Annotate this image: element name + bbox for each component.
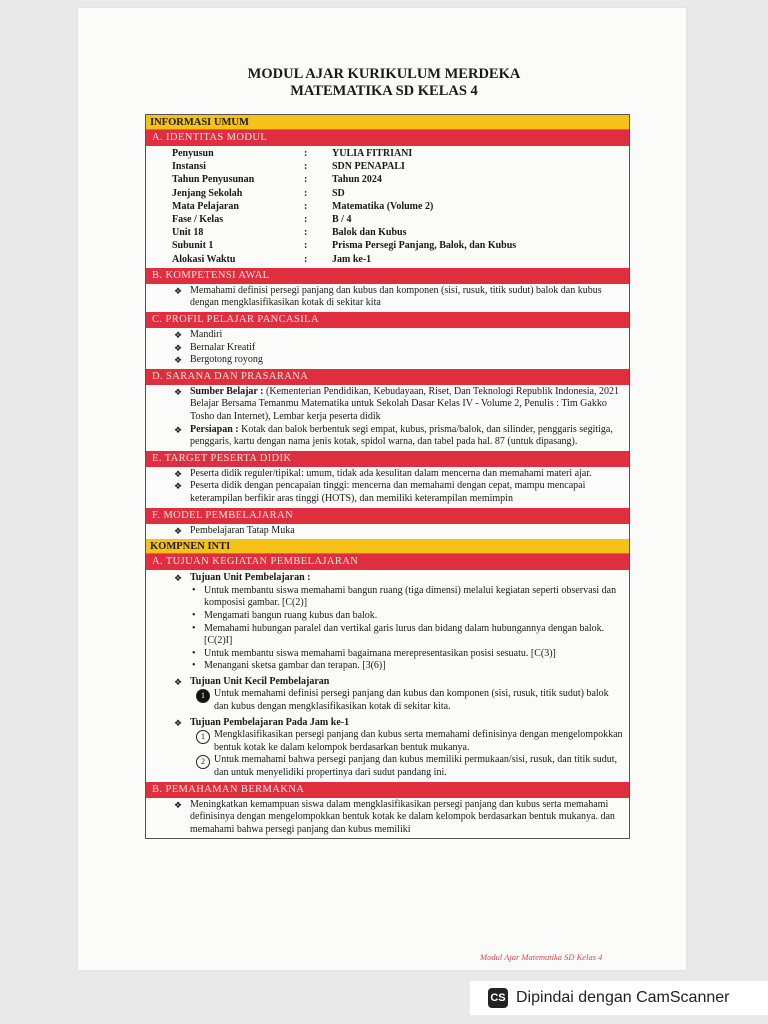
dot-bullet-icon: • — [192, 660, 196, 672]
diamond-bullet-icon: ❖ — [174, 717, 183, 728]
item-text: Bergotong royong — [190, 354, 263, 366]
item-text: Mandiri — [190, 329, 223, 341]
row-key: Tahun Penyusunan — [172, 174, 255, 186]
identitas-row — [172, 200, 516, 213]
item-text: Mengklasifikasikan persegi panjang dan kubus serta memahami definisinya dengan mengelompokkan bentuk kotak ke dalam kelompok berdasarkan bentuk mukanya. — [214, 729, 623, 753]
colon: : — [304, 253, 308, 265]
list-item — [152, 572, 623, 585]
item-text: Memahami hubungan paralel dan vertikal garis lurus dan bidang dalam hubungannya dengan balok. [C(2)I] — [204, 622, 605, 647]
identitas-row — [172, 187, 516, 200]
item-label: Tujuan Pembelajaran Pada Jam ke-1 — [190, 716, 350, 728]
identitas-section — [146, 146, 629, 268]
list-item — [152, 386, 623, 424]
dot-bullet-icon: • — [192, 622, 196, 634]
list-item — [152, 424, 623, 449]
item-label: Persiapan : — [190, 423, 239, 435]
item-label: Sumber Belajar : — [190, 385, 264, 397]
colon: : — [304, 240, 308, 252]
item-text: Bernalar Kreatif — [190, 341, 256, 353]
diamond-bullet-icon: ❖ — [174, 342, 183, 353]
model-section — [146, 524, 629, 540]
row-key: Jenjang Sekolah — [172, 187, 243, 199]
colon: : — [304, 227, 308, 239]
document-title — [0, 66, 768, 100]
diamond-bullet-icon: ❖ — [174, 481, 183, 492]
item-text: Peserta didik dengan pencapaian tinggi: mencerna dan memahami dengan cepat, mampu mencapai keterampilan berfikir aras tinggi (HOTS), dan memiliki keterampilan memimpin — [190, 480, 586, 504]
informasi-umum-header: INFORMASI UMUM — [146, 115, 629, 130]
colon: : — [304, 161, 308, 173]
item-text: Menangani sketsa gambar dan terapan. [3(6)] — [204, 660, 386, 672]
row-value: Balok dan Kubus — [332, 227, 407, 239]
diamond-bullet-icon: ❖ — [174, 799, 183, 810]
list-item — [152, 525, 623, 538]
title-line-2: MATEMATIKA SD KELAS 4 — [290, 83, 478, 99]
item-text: Untuk memahami bahwa persegi panjang dan kubus memiliki permukaan/sisi, rusuk, dan titik sudut, dan untuk menyelidiki propertinya dari sudut pandang ini. — [214, 754, 617, 779]
item-text: (Kementerian Pendidikan, Kebudayaan, Riset, Dan Teknologi Republik Indonesia, 2021 Belajar Bersama Temanmu Matematika untuk Sekolah Dasar Kelas IV - Volume 2, Penulis : Tim Gakko Tosho dan Internet), Lembar kerja peserta didik — [190, 385, 619, 422]
profil-section — [146, 328, 629, 369]
row-key: Instansi — [172, 161, 206, 173]
numbered-item — [152, 754, 623, 779]
numbered-item — [152, 688, 623, 713]
colon: : — [304, 148, 308, 159]
diamond-bullet-icon: ❖ — [174, 330, 183, 341]
identitas-heading: A. IDENTITAS MODUL — [146, 130, 629, 146]
row-key: Subunit 1 — [172, 240, 214, 252]
row-key: Unit 18 — [172, 227, 204, 239]
identitas-row — [172, 239, 516, 252]
page-footer: Modul Ajar Matematika SD Kelas 4 — [480, 952, 603, 962]
identitas-row — [172, 173, 516, 186]
row-key: Alokasi Waktu — [172, 253, 236, 265]
list-item — [152, 285, 623, 310]
camscanner-logo-icon: CS — [488, 988, 508, 1008]
item-label: Tujuan Unit Pembelajaran : — [190, 572, 311, 584]
row-key: Mata Pelajaran — [172, 200, 239, 212]
identitas-row — [172, 147, 516, 160]
dot-bullet-icon: • — [192, 647, 196, 659]
diamond-bullet-icon: ❖ — [174, 424, 183, 435]
item-text: Mengamati bangun ruang kubus dan balok. — [204, 609, 378, 621]
number-badge: 1 — [196, 730, 210, 744]
sub-item — [152, 648, 623, 661]
module-table — [145, 114, 630, 839]
item-text: Peserta didik reguler/tipikal: umum, tidak ada kesulitan dalam mencerna dan memahami materi ajar. — [190, 467, 592, 479]
row-value: SD — [332, 187, 345, 199]
diamond-bullet-icon: ❖ — [174, 468, 183, 479]
row-value: Jam ke-1 — [332, 253, 372, 265]
diamond-bullet-icon: ❖ — [174, 386, 183, 397]
list-item — [152, 717, 623, 730]
model-heading: F. MODEL PEMBELAJARAN — [146, 508, 629, 524]
row-value: B / 4 — [332, 214, 352, 226]
number-badge: 2 — [196, 755, 210, 769]
target-section — [146, 467, 629, 508]
colon: : — [304, 174, 308, 186]
item-text: Untuk membantu siswa memahami bangun ruang (tiga dimensi) melalui kegiatan seperti observasi dan komposisi gambar. [C(2)] — [204, 584, 617, 609]
identitas-row — [172, 226, 516, 239]
diamond-bullet-icon: ❖ — [174, 573, 183, 584]
row-key: Penyusun — [172, 148, 214, 159]
item-label: Tujuan Unit Kecil Pembelajaran — [190, 675, 330, 687]
camscanner-watermark — [470, 981, 768, 1015]
tujuan-section — [146, 570, 629, 782]
sub-item — [152, 610, 623, 623]
numbered-item — [152, 729, 623, 754]
camscanner-text: Dipindai dengan CamScanner — [516, 989, 730, 1006]
dot-bullet-icon: • — [192, 584, 196, 596]
diamond-bullet-icon: ❖ — [174, 676, 183, 687]
sub-item — [152, 660, 623, 673]
identitas-table — [172, 147, 516, 266]
colon: : — [304, 214, 308, 226]
sub-item — [152, 623, 623, 648]
sarana-section — [146, 385, 629, 451]
row-value: Tahun 2024 — [332, 174, 382, 186]
list-item — [152, 342, 623, 355]
colon: : — [304, 200, 308, 212]
list-item — [152, 468, 623, 481]
title-line-1: MODUL AJAR KURIKULUM MERDEKA — [247, 66, 521, 82]
identitas-row — [172, 253, 516, 266]
kompetensi-heading: B. KOMPETENSI AWAL — [146, 268, 629, 284]
list-item — [152, 676, 623, 689]
list-item — [152, 799, 623, 837]
item-text: Untuk memahami definisi persegi panjang dan kubus dan komponen (sisi, rusuk, titik sudut) balok dan kubus dengan mengklasifikasikan kotak di sekitar kita. — [214, 688, 609, 713]
row-value: Matematika (Volume 2) — [332, 200, 434, 212]
list-item — [152, 354, 623, 367]
row-value: Prisma Persegi Panjang, Balok, dan Kubus — [332, 240, 517, 252]
list-item — [152, 480, 623, 505]
pemahaman-section — [146, 798, 629, 839]
identitas-row — [172, 213, 516, 226]
item-text: Pembelajaran Tatap Muka — [190, 524, 295, 536]
kompetensi-section — [146, 284, 629, 312]
sub-item — [152, 585, 623, 610]
item-text: Meningkatkan kemampuan siswa dalam mengklasifikasikan persegi panjang dan kubus serta memahami definisinya dengan mengelompokkan bentuk kotak ke dalam kelompok berdasarkan bentuk mukanya. dan memahami bahwa persegi panjang dan kubus memiliki — [190, 798, 615, 835]
row-key: Fase / Kelas — [172, 214, 224, 226]
pemahaman-heading: B. PEMAHAMAN BERMAKNA — [146, 782, 629, 798]
target-heading: E. TARGET PESERTA DIDIK — [146, 451, 629, 467]
row-value: SDN PENAPALI — [332, 161, 405, 173]
tujuan-heading: A. TUJUAN KEGIATAN PEMBELAJARAN — [146, 554, 629, 570]
item-text: Kotak dan balok berbentuk segi empat, kubus, prisma/balok, dan silinder, penggaris segitiga, penggaris, kartu dengan nama jenis kotak, spidol warna, dan tabel pada hal. 87 (untuk dipasang). — [190, 423, 613, 448]
item-text: Untuk membantu siswa memahami bagaimana merepresentasikan posisi sesuatu. [C(3)] — [204, 647, 556, 659]
list-item — [152, 329, 623, 342]
komponen-inti-header: KOMPNEN INTI — [146, 539, 629, 554]
number-badge: 1 — [196, 689, 210, 703]
sarana-heading: D. SARANA DAN PRASARANA — [146, 369, 629, 385]
diamond-bullet-icon: ❖ — [174, 355, 183, 366]
diamond-bullet-icon: ❖ — [174, 525, 183, 536]
item-text: Memahami definisi persegi panjang dan kubus dan komponen (sisi, rusuk, titik sudut) balok dan kubus dengan mengklasifikasikan kotak di sekitar kita — [190, 284, 602, 309]
profil-heading: C. PROFIL PELAJAR PANCASILA — [146, 312, 629, 328]
colon: : — [304, 187, 308, 199]
dot-bullet-icon: • — [192, 609, 196, 621]
row-value: YULIA FITRIANI — [332, 148, 413, 159]
identitas-row — [172, 160, 516, 173]
diamond-bullet-icon: ❖ — [174, 285, 183, 296]
